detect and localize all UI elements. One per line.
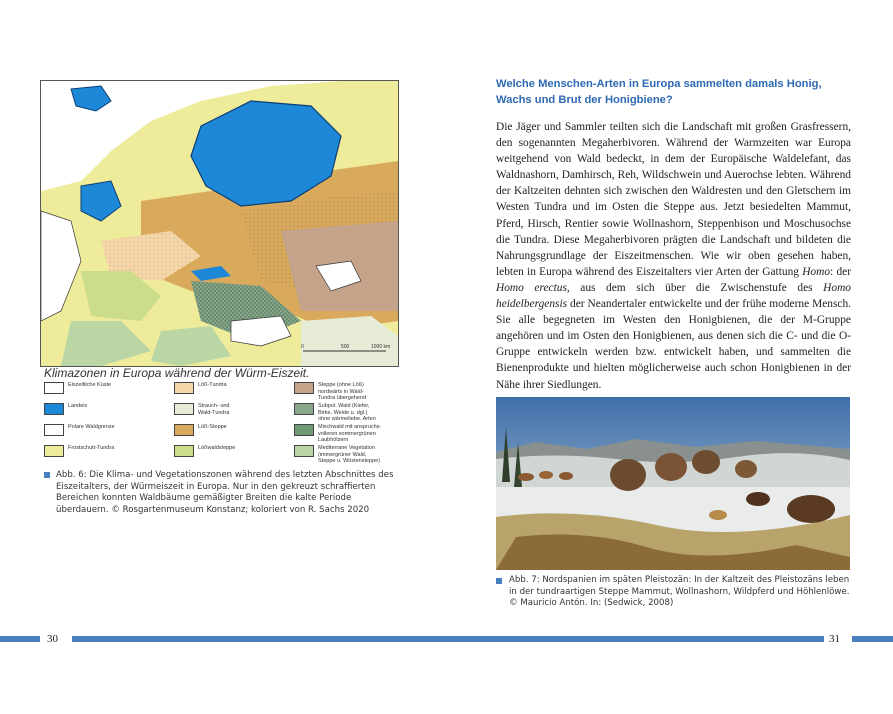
figure-6-caption: Abb. 6: Die Klima- und Vegetationszonen während des letzten Abschnittes des Eiszeitalters, der Würmeiszeit in Europa. Nur in den gekreuzt schraffierten Bereichen konnten Waldbäume gemäßigter Breiten die kalte Periode überdauern. © Rosgartenmuseum Konstanz; koloriert von R. Sachs 2020 bbox=[56, 470, 394, 515]
body-text-run: , aus dem sich über die Zwischenstufe des bbox=[566, 281, 824, 294]
page-number-right: 31 bbox=[829, 633, 840, 645]
section-heading: Welche Menschen-Arten in Europa sammelten damals Honig, Wachs und Brut der Honigbiene? bbox=[496, 78, 822, 106]
legend-item bbox=[294, 445, 380, 465]
legend-item bbox=[174, 424, 227, 436]
scale-label-500: 500 bbox=[341, 344, 350, 350]
figure-7-caption: Abb. 7: Nordspanien im späten Pleistozän: In der Kaltzeit des Pleistozäns leben in der tundraartigen Steppe Mammut, Wollnashorn, Wildpferd und Höhlenlöwe. © Mauricio Antón. In: (Sedwick, 2008) bbox=[509, 575, 850, 608]
legend-swatch bbox=[294, 382, 314, 394]
legend-label: Löß-Tundra bbox=[198, 382, 227, 388]
species-name: Homo bbox=[802, 265, 831, 278]
legend-item bbox=[294, 424, 381, 444]
body-paragraph bbox=[496, 119, 851, 393]
legend-label: Steppe (ohne Löß) nordwärts in Wald- Tundra übergehend bbox=[318, 382, 367, 401]
legend-swatch bbox=[44, 382, 64, 394]
europe-climate-map bbox=[40, 80, 399, 367]
map-graphic bbox=[41, 81, 398, 366]
legend-label: Frostschutt-Tundra bbox=[68, 445, 115, 451]
legend-label: Mediterrane Vegetation (immergrüner Wald, Steppe u. Wüstensteppe) bbox=[318, 445, 381, 464]
legend-item bbox=[294, 403, 376, 423]
map-title: Klimazonen in Europa während der Würm-Eiszeit. bbox=[44, 366, 310, 380]
steppe-scene bbox=[496, 397, 850, 570]
legend-label: Polare Waldgrenze bbox=[68, 424, 115, 430]
pleistocene-steppe-illustration bbox=[496, 397, 850, 570]
legend-label: Eiszeitliche Küste bbox=[68, 382, 112, 388]
legend-swatch bbox=[294, 445, 314, 457]
body-text-run: Die Jäger und Sammler teilten sich die Landschaft mit großen Grasfressern, den sogenannten Megaherbivoren. Während der Warmzeiten war Europa weitgehend von Wald bedeckt, in dem der Europäische Waldelefant, das Waldnashorn, Damhirsch, Reh, Wildschwein und Auerochse lebten. Während der Kaltzeiten dehnten sich zwischen den Waldresten und den Gletschern im Westen Tundra und im Osten die Steppe aus. Jetzt besiedelten Mammut, Pferd, Hirsch, Rentier sowie Wollnashorn, Steppenbison und Moschusochse die Tundra. Diese Megaherbivoren prägten die Landschaft und bildeten die Nahrungsgrundlage der Eiszeitmenschen. Wie wir oben gesehen haben, lebten in Europa während des Eiszeitalters vier Arten der Gattung bbox=[496, 121, 851, 278]
footer-bar-left-outer bbox=[0, 636, 40, 642]
legend-item bbox=[44, 445, 114, 457]
footer-bar-center bbox=[72, 636, 824, 642]
body-text-run: : der bbox=[830, 265, 851, 278]
map-legend bbox=[44, 379, 394, 464]
body-text-run: der Neandertaler entwickelte und der frühe moderne Mensch. Sie alle begegneten im Westen den Honigbienen, die der M-Gruppe angehören und im Osten den Honigbienen, aus denen sich die C- und die O-Gruppe entwickeln werden bzw. entwickelt haben, und sammelten die Bienenprodukte und hielten möglicherweise auch schon Honigbienen in der Nähe ihrer Siedlungen. bbox=[496, 298, 851, 391]
legend-label: Mischwald mit anspruchs- volleren sommergrünen Laubhölzern bbox=[318, 424, 382, 443]
legend-swatch bbox=[44, 403, 64, 415]
caption-marker-square bbox=[44, 472, 50, 478]
legend-item bbox=[44, 424, 115, 436]
legend-label: Subpol. Wald (Kiefer, Birke, Weide u. dgl.) ohne wärmeliebe. Arten bbox=[318, 403, 376, 422]
legend-swatch bbox=[294, 403, 314, 415]
legend-swatch bbox=[174, 382, 194, 394]
legend-item bbox=[44, 382, 111, 394]
body-text bbox=[496, 119, 851, 393]
footer-bar-right-outer bbox=[852, 636, 893, 642]
legend-swatch bbox=[174, 403, 194, 415]
species-name: Homo heidelbergensis bbox=[496, 281, 851, 311]
legend-swatch bbox=[44, 424, 64, 436]
scale-label-0: 0 bbox=[301, 344, 304, 350]
legend-item bbox=[44, 403, 87, 415]
species-name: Homo erectus bbox=[496, 281, 567, 294]
page-number-left: 30 bbox=[47, 633, 58, 645]
scale-label-1000: 1000 km bbox=[371, 344, 391, 350]
legend-item bbox=[174, 403, 230, 416]
legend-swatch bbox=[44, 445, 64, 457]
legend-swatch bbox=[174, 424, 194, 436]
caption-marker-square bbox=[496, 578, 502, 584]
legend-label: Löß-Steppe bbox=[198, 424, 227, 430]
legend-item bbox=[174, 445, 235, 457]
legend-swatch bbox=[174, 445, 194, 457]
legend-label: Landeis bbox=[68, 403, 88, 409]
legend-item bbox=[294, 382, 366, 402]
legend-swatch bbox=[294, 424, 314, 436]
legend-item bbox=[174, 382, 227, 394]
legend-label: Strauch- und Wald-Tundra bbox=[198, 403, 230, 416]
legend-label: Lößwaldsteppe bbox=[198, 445, 236, 451]
